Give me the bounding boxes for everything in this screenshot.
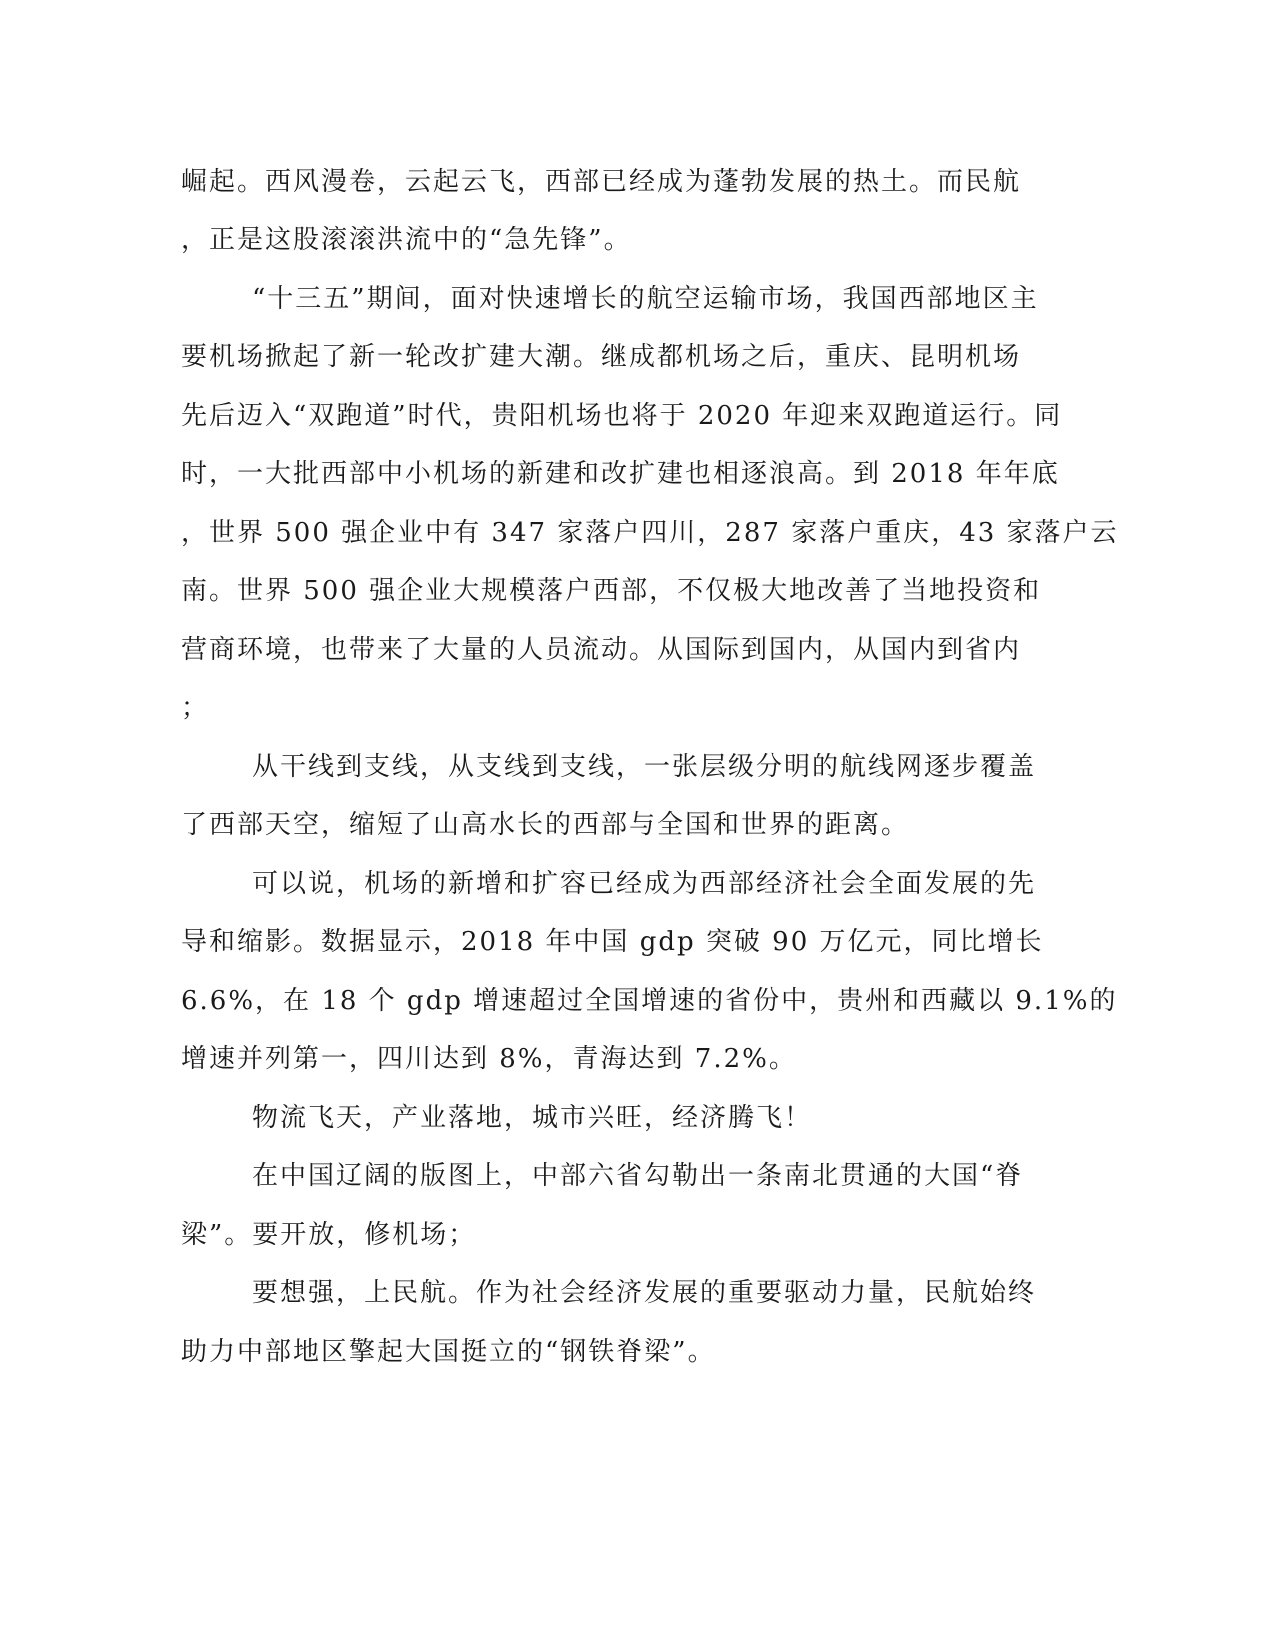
text-line: 先后迈入“双跑道”时代，贵阳机场也将于 2020 年迎来双跑道运行。同 [181,401,1063,431]
paragraph-start-line: “十三五”期间，面对快速增长的航空运输市场，我国西部地区主 [252,284,1039,314]
text-line: 梁”。要开放，修机场； [181,1220,477,1250]
text-line: 6.6%，在 18 个 gdp 增速超过全国增速的省份中，贵州和西藏以 9.1%的 [181,986,1118,1016]
paragraph-start-line: 可以说，机场的新增和扩容已经成为西部经济社会全面发展的先 [252,869,1037,899]
text-line: 了西部天空，缩短了山高水长的西部与全国和世界的距离。 [181,810,910,840]
text-line: 导和缩影。数据显示，2018 年中国 gdp 突破 90 万亿元，同比增长 [181,927,1044,957]
text-line: 南。世界 500 强企业大规模落户西部，不仅极大地改善了当地投资和 [181,576,1042,606]
text-line: 增速并列第一，四川达到 8%，青海达到 7.2%。 [181,1044,797,1074]
paragraph-start-line: 物流飞天，产业落地，城市兴旺，经济腾飞！ [252,1103,813,1133]
text-line: ，正是这股滚滚洪流中的“急先锋”。 [181,225,632,255]
paragraph-start-line: 要想强，上民航。作为社会经济发展的重要驱动力量，民航始终 [252,1278,1037,1308]
text-line: 时，一大批西部中小机场的新建和改扩建也相逐浪高。到 2018 年年底 [181,459,1060,489]
text-line: ，世界 500 强企业中有 347 家落户四川，287 家落户重庆，43 家落户云 [181,518,1119,548]
paragraph-start-line: 在中国辽阔的版图上，中部六省勾勒出一条南北贯通的大国“脊 [252,1161,1024,1191]
text-line: 营商环境，也带来了大量的人员流动。从国际到国内，从国内到省内 [181,635,1022,665]
text-line: 助力中部地区擎起大国挺立的“钢铁脊梁”。 [181,1337,716,1367]
text-line: ； [181,693,210,723]
text-line: 要机场掀起了新一轮改扩建大潮。继成都机场之后，重庆、昆明机场 [181,342,1022,372]
paragraph-start-line: 从干线到支线，从支线到支线，一张层级分明的航线网逐步覆盖 [252,752,1037,782]
text-line: 崛起。西风漫卷，云起云飞，西部已经成为蓬勃发展的热土。而民航 [181,167,1022,197]
